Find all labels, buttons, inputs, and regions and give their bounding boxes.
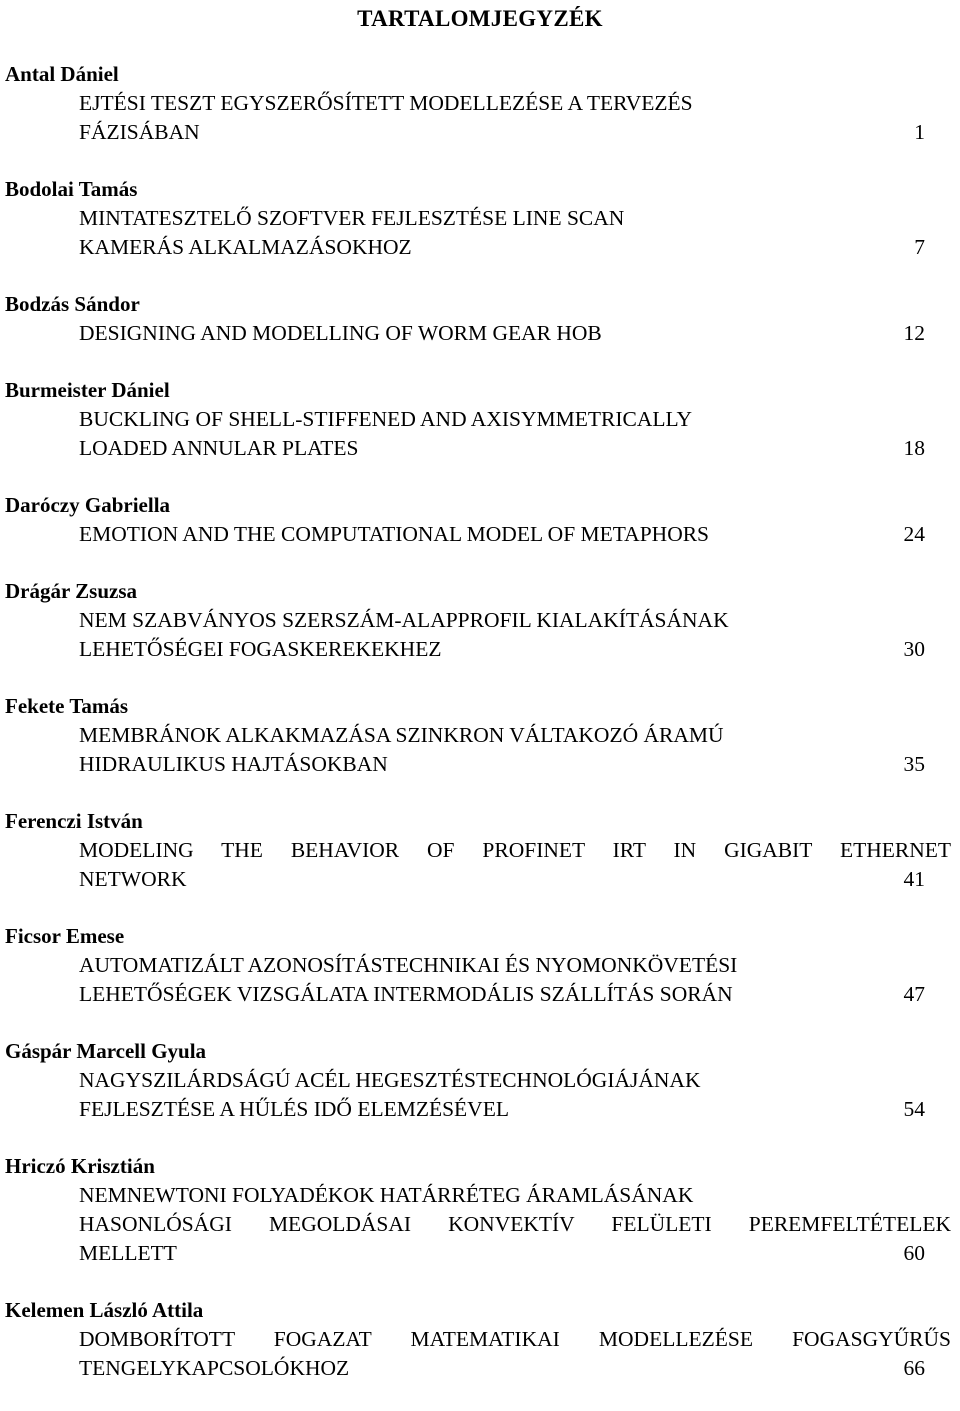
toc-entry-page-number: 7: [914, 235, 925, 259]
toc-entry-title: LOADED ANNULAR PLATES: [79, 436, 359, 460]
toc-entry-title: MODELING THE BEHAVIOR OF PROFINET IRT IN GIGABIT ETHERNET: [79, 838, 951, 862]
toc-entry-author: Bodzás Sándor: [5, 292, 140, 316]
toc-entry-title-line: [5, 405, 925, 434]
toc-entry-title-line: [5, 1066, 925, 1095]
toc-entry-page-number: 1: [914, 120, 925, 144]
toc-entry-title: LEHETŐSÉGEK VIZSGÁLATA INTERMODÁLIS SZÁLLÍTÁS SORÁN: [79, 982, 733, 1006]
toc-entry-title: NAGYSZILÁRDSÁGÚ ACÉL HEGESZTÉSTECHNOLÓGIÁJÁNAK: [79, 1068, 701, 1092]
toc-entry: [5, 577, 925, 664]
toc-entry-author: Fekete Tamás: [5, 694, 129, 718]
toc-entry-page-number: 41: [903, 867, 925, 891]
toc-entry: [5, 692, 925, 779]
toc-entry: [5, 922, 925, 1009]
toc-entry-author: Burmeister Dániel: [5, 378, 170, 402]
toc-entry-title: TENGELYKAPCSOLÓKHOZ: [79, 1356, 350, 1380]
toc-entry-title-line: [5, 836, 951, 865]
toc-entry: [5, 1037, 925, 1124]
toc-entry-title: DESIGNING AND MODELLING OF WORM GEAR HOB: [79, 321, 602, 345]
toc-entry-title: EJTÉSI TESZT EGYSZERŐSÍTETT MODELLEZÉSE A TERVEZÉS: [79, 91, 693, 115]
toc-entry: [5, 60, 925, 147]
toc-entry-title: HASONLÓSÁGI MEGOLDÁSAI KONVEKTÍV FELÜLETI PEREMFELTÉTELEK: [79, 1212, 951, 1236]
toc-entry-title: EMOTION AND THE COMPUTATIONAL MODEL OF METAPHORS: [79, 522, 710, 546]
toc-entry: [5, 1152, 951, 1268]
toc-entry-page-number: 12: [903, 321, 925, 345]
toc-entry-title-line: [5, 319, 925, 348]
toc-entry-author: Kelemen László Attila: [5, 1298, 204, 1322]
toc-entry-title: NEM SZABVÁNYOS SZERSZÁM-ALAPPROFIL KIALAKÍTÁSÁNAK: [79, 608, 729, 632]
toc-entry: [5, 807, 951, 894]
toc-entry-page-number: 54: [903, 1097, 925, 1121]
toc-entry-title: MELLETT: [79, 1241, 177, 1265]
toc-entry-author: Hriczó Krisztián: [5, 1154, 155, 1178]
toc-entry-title: NETWORK: [79, 867, 187, 891]
toc-entry-title-line: [5, 951, 925, 980]
toc-entry-title-line: [5, 980, 925, 1009]
toc-entry-title-line: [5, 1325, 951, 1354]
toc-entry-author: Bodolai Tamás: [5, 177, 138, 201]
toc-entry: [5, 175, 925, 262]
toc-entry-author: Daróczy Gabriella: [5, 493, 171, 517]
toc-entry-title: DOMBORÍTOTT FOGAZAT MATEMATIKAI MODELLEZÉSE FOGASGYŰRŰS: [79, 1327, 951, 1351]
toc-entry-title: KAMERÁS ALKALMAZÁSOKHOZ: [79, 235, 412, 259]
toc-entry-title: HIDRAULIKUS HAJTÁSOKBAN: [79, 752, 388, 776]
toc-entry-title-line: [5, 233, 925, 262]
toc-entry-title: LEHETŐSÉGEI FOGASKEREKEKHEZ: [79, 637, 442, 661]
toc-entry-title-line: [5, 1239, 925, 1268]
toc-entry-title-line: [5, 1095, 925, 1124]
toc-entry-page-number: 60: [903, 1241, 925, 1265]
toc-entry-author: Ferenczi István: [5, 809, 143, 833]
toc-entry-title: FEJLESZTÉSE A HŰLÉS IDŐ ELEMZÉSÉVEL: [79, 1097, 509, 1121]
toc-entry: [5, 491, 925, 549]
toc-entry-title-line: [5, 606, 925, 635]
toc-entry-author: Drágár Zsuzsa: [5, 579, 138, 603]
toc-entry-title-line: [5, 520, 925, 549]
toc-entry-page-number: 35: [903, 752, 925, 776]
toc-entry-page-number: 18: [903, 436, 925, 460]
toc-entry-title-line: [5, 721, 925, 750]
toc-entry-title-line: [5, 1210, 951, 1239]
table-of-contents: [5, 60, 951, 1411]
toc-entry-title-line: [5, 434, 925, 463]
toc-entry-title-line: [5, 865, 925, 894]
toc-entry-title-line: [5, 1354, 925, 1383]
toc-entry-page-number: 47: [903, 982, 925, 1006]
page-title: TARTALOMJEGYZÉK: [357, 6, 603, 31]
toc-entry-title-line: [5, 750, 925, 779]
toc-entry-title-line: [5, 204, 925, 233]
toc-entry-author: Antal Dániel: [5, 62, 119, 86]
toc-entry-title: AUTOMATIZÁLT AZONOSÍTÁSTECHNIKAI ÉS NYOMONKÖVETÉSI: [79, 953, 738, 977]
toc-entry: [5, 1296, 951, 1383]
toc-entry-page-number: 30: [903, 637, 925, 661]
toc-entry-page-number: 24: [903, 522, 925, 546]
toc-entry: [5, 290, 925, 348]
toc-entry-title: NEMNEWTONI FOLYADÉKOK HATÁRRÉTEG ÁRAMLÁSÁNAK: [79, 1183, 694, 1207]
toc-entry-title: FÁZISÁBAN: [79, 120, 200, 144]
toc-entry-title-line: [5, 1181, 925, 1210]
toc-entry-title: MEMBRÁNOK ALKAKMAZÁSA SZINKRON VÁLTAKOZÓ ÁRAMÚ: [79, 723, 724, 747]
toc-entry: [5, 376, 925, 463]
toc-entry-title-line: [5, 89, 925, 118]
toc-entry-title: BUCKLING OF SHELL-STIFFENED AND AXISYMMETRICALLY: [79, 407, 693, 431]
toc-entry-author: Ficsor Emese: [5, 924, 125, 948]
toc-entry-page-number: 66: [903, 1356, 925, 1380]
toc-entry-title-line: [5, 118, 925, 147]
toc-entry-title: MINTATESZTELŐ SZOFTVER FEJLESZTÉSE LINE SCAN: [79, 206, 625, 230]
toc-entry-author: Gáspár Marcell Gyula: [5, 1039, 207, 1063]
toc-entry-title-line: [5, 635, 925, 664]
